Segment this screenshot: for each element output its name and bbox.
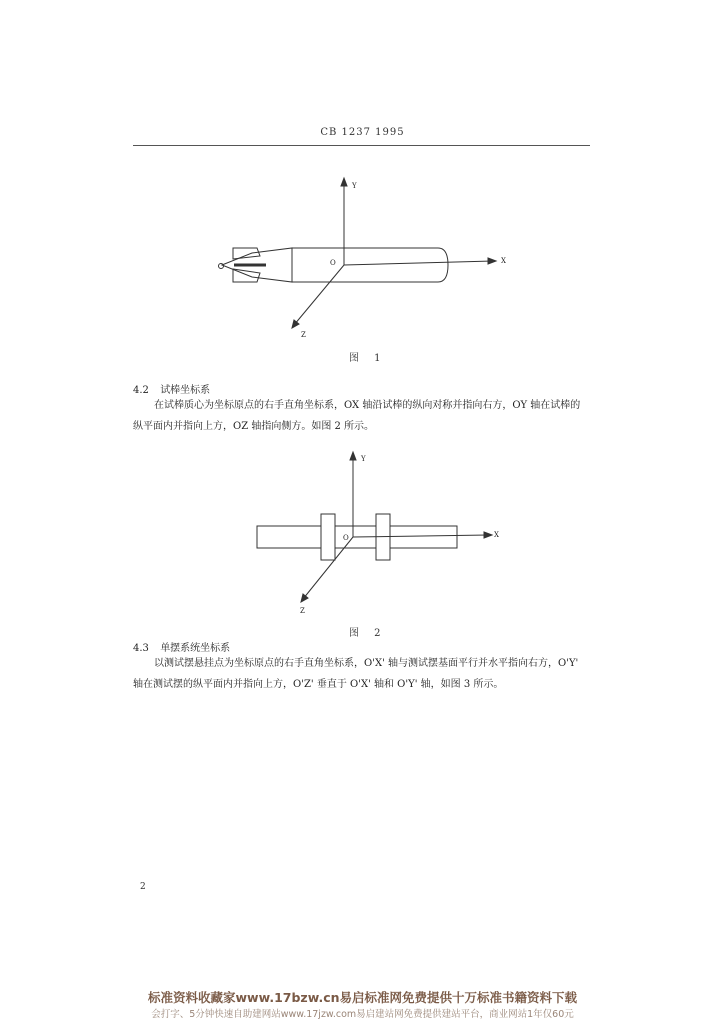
figure-2-test-bar-diagram: [240, 447, 510, 617]
torpedo-body: [292, 248, 448, 282]
figure-1-z-axis: [294, 265, 344, 325]
test-bar-left-collar: [321, 514, 335, 560]
figure-2-y-arrowhead: [350, 452, 356, 460]
figure-2-z-arrowhead: [301, 594, 308, 602]
figure-1-caption: 图 1: [349, 353, 387, 364]
torpedo-tail-fin-top: [233, 248, 260, 259]
section-4-2-title: 试棒坐标系: [160, 385, 211, 396]
section-4-2-heading: [133, 381, 210, 396]
section-4-3-line: 轴在测试摆的纵平面内并指向上方，O'Z' 垂直于 O'X' 轴和 O'Y' 轴，如图 3 所示。: [133, 679, 504, 690]
section-4-3-number: 4.3: [133, 643, 149, 654]
figure-2-x-arrowhead: [484, 532, 492, 538]
figure-2-z-label: Z: [300, 607, 305, 615]
figure-1-torpedo-diagram: [200, 175, 530, 340]
section-4-3-line: 以测试摆悬挂点为坐标原点的右手直角坐标系，O'X' 轴与测试摆基面平行并水平指向右方，O'Y': [154, 658, 579, 669]
section-4-2-number: 4.2: [133, 385, 149, 396]
section-4-3-heading: [133, 639, 230, 654]
figure-1-x-arrowhead: [488, 258, 496, 264]
figure-1-z-label: Z: [301, 331, 306, 339]
figure-1-z-arrowhead: [292, 320, 299, 328]
footer-banner-line-2[interactable]: 会打字、5分钟快速自助建网站www.17jzw.com易启建站网免费提供建站平台，商业网站1年仅60元: [151, 1009, 574, 1020]
figure-1-y-arrowhead: [341, 178, 347, 186]
header-rule: [133, 145, 590, 146]
figure-2-y-label: Y: [361, 455, 366, 463]
page-number: 2: [140, 882, 146, 892]
section-4-2-line: 纵平面内并指向上方，OZ 轴指向侧方。如图 2 所示。: [133, 421, 375, 432]
torpedo-tail-tip: [219, 264, 224, 269]
header-standard-code: CB 1237 1995: [320, 127, 405, 138]
figure-1-y-label: Y: [352, 182, 357, 190]
figure-2-caption: 图 2: [349, 628, 387, 639]
figure-1-x-label: X: [501, 257, 506, 265]
footer-banner-line-1[interactable]: 标准资料收藏家www.17bzw.cn易启标准网免费提供十万标准书籍资料下载: [147, 990, 578, 1005]
section-4-3-paragraph: [133, 653, 593, 695]
figure-1-x-axis: [344, 261, 493, 265]
figure-2-origin-label: O: [343, 534, 349, 542]
figure-2-x-label: X: [494, 531, 499, 539]
section-4-2-paragraph: [133, 395, 593, 437]
figure-1-origin-label: O: [330, 259, 336, 267]
section-4-3-title: 单摆系统坐标系: [160, 643, 231, 654]
section-4-2-line: 在试棒质心为坐标原点的右手直角坐标系，OX 轴沿试棒的纵向对称并指向右方，OY 轴在试棒的: [154, 400, 581, 411]
